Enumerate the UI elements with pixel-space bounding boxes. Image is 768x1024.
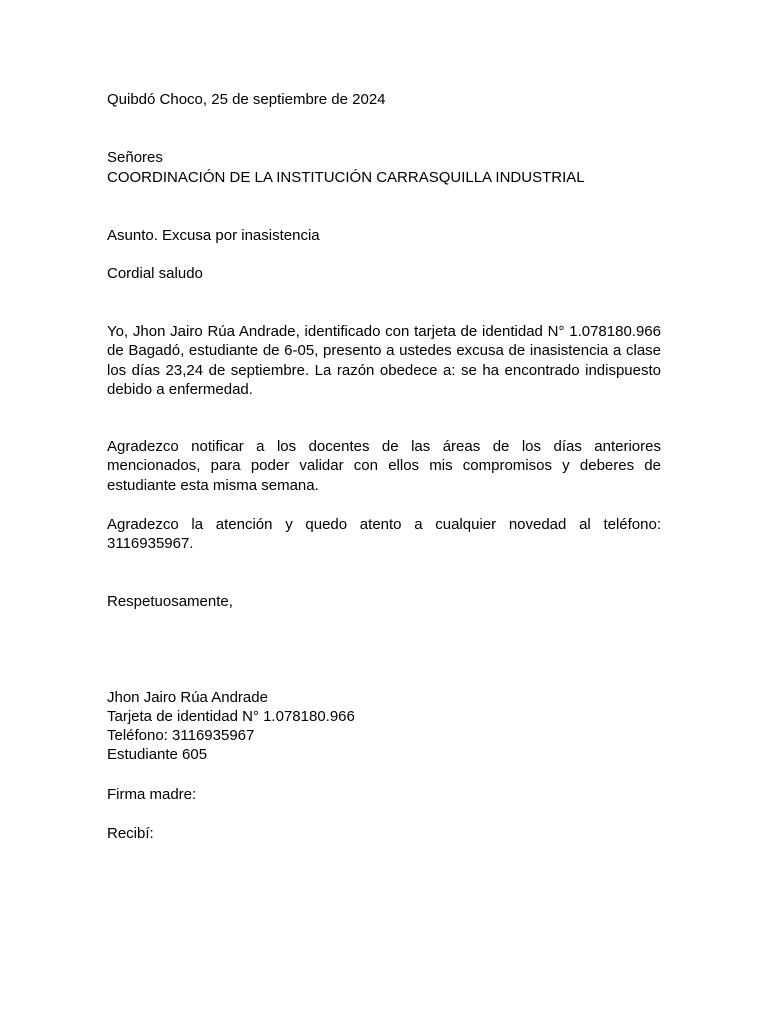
paragraph-line: debido a enfermedad. [107,381,253,399]
recipient: COORDINACIÓN DE LA INSTITUCIÓN CARRASQUILLA INDUSTRIAL [107,169,585,186]
signature-id: Tarjeta de identidad N° 1.078180.966 [107,708,355,725]
paragraph-line: mencionados, para poder validar con ellos mis compromisos y deberes de [107,457,661,475]
signature-phone: Teléfono: 3116935967 [107,727,255,744]
received-label: Recibí: [107,825,154,842]
paragraph-line: Agradezco la atención y quedo atento a cualquier novedad al teléfono: [107,516,661,533]
paragraph-line: 3116935967. [107,535,194,553]
paragraph-line: estudiante esta misma semana. [107,476,319,494]
greeting: Cordial saludo [107,265,203,282]
place-date: Quibdó Choco, 25 de septiembre de 2024 [107,91,386,108]
subject-line: Asunto. Excusa por inasistencia [107,227,320,244]
mother-signature-label: Firma madre: [107,786,197,803]
paragraph-line: los días 23,24 de septiembre. La razón obedece a: se ha encontrado indispuesto [107,361,661,379]
signature-name: Jhon Jairo Rúa Andrade [107,689,268,706]
salutation-line: Señores [107,149,163,166]
paragraph-line: Yo, Jhon Jairo Rúa Andrade, identificado con tarjeta de identidad N° 1.078180.966 [107,323,661,340]
paragraph-line: Agradezco notificar a los docentes de las áreas de los días anteriores [107,438,661,455]
body-paragraph-1 [107,322,661,400]
closing: Respetuosamente, [107,593,233,610]
body-paragraph-2 [107,437,661,495]
paragraph-line: de Bagadó, estudiante de 6-05, presento a ustedes excusa de inasistencia a clase [107,342,661,360]
body-paragraph-3 [107,515,661,554]
signature-grade: Estudiante 605 [107,746,208,763]
